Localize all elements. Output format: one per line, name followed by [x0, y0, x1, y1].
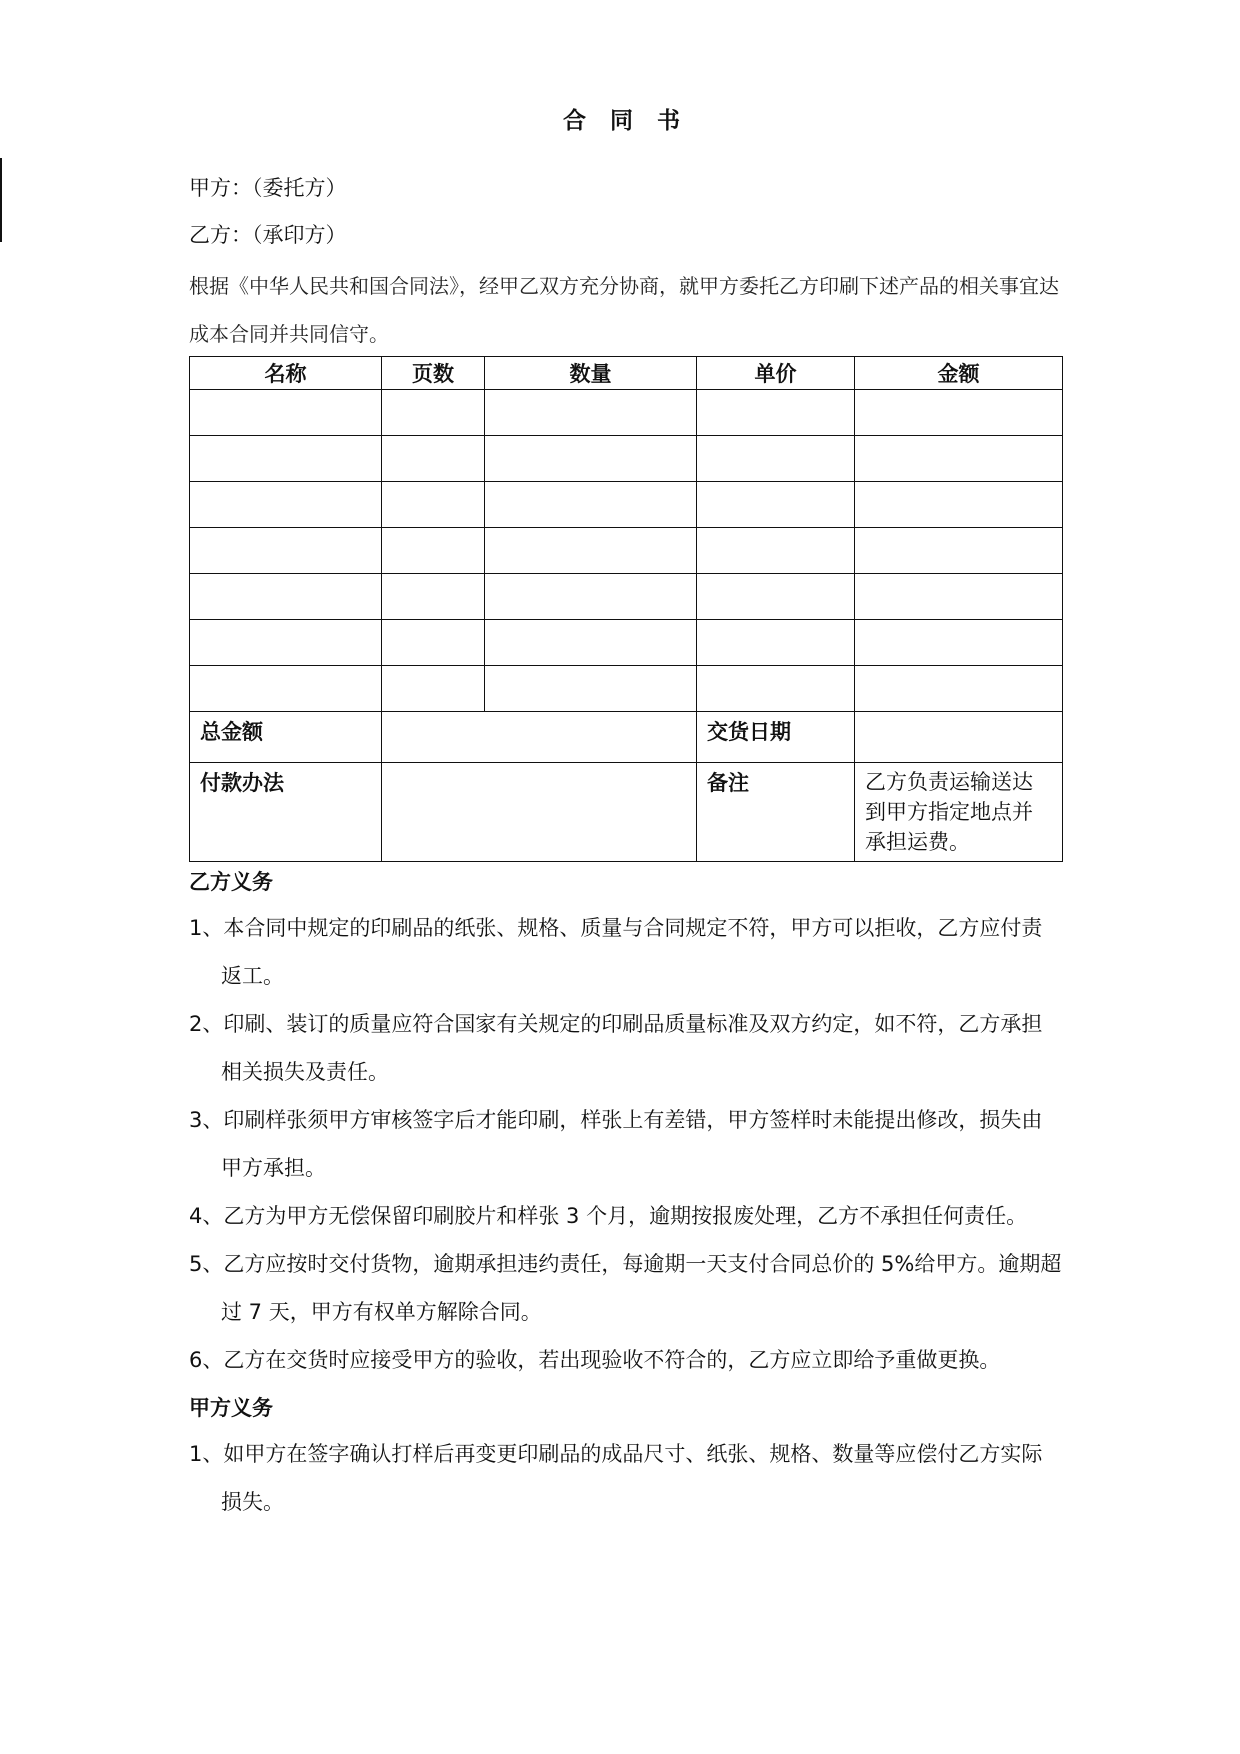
table-cell[interactable] — [697, 528, 855, 574]
party-a-duties-list — [189, 1430, 1062, 1526]
intro-paragraph: 根据《中华人民共和国合同法》，经甲乙双方充分协商，就甲方委托乙方印刷下述产品的相关事宜达成本合同并共同信守。 — [189, 274, 1059, 346]
list-item: 5、乙方应按时交付货物，逾期承担违约责任，每逾期一天支付合同总价的 5%给甲方。逾期超过 7 天，甲方有权单方解除合同。 — [189, 1252, 1062, 1324]
list-item: 1、本合同中规定的印刷品的纸张、规格、质量与合同规定不符，甲方可以拒收，乙方应付责返工。 — [189, 916, 1043, 988]
table-cell[interactable] — [855, 390, 1063, 436]
table-cell[interactable] — [190, 390, 382, 436]
table-cell[interactable] — [190, 574, 382, 620]
table-cell[interactable] — [855, 482, 1063, 528]
table-cell[interactable] — [855, 620, 1063, 666]
table-cell[interactable] — [855, 666, 1063, 712]
table-cell[interactable] — [382, 390, 485, 436]
list-item: 6、乙方在交货时应接受甲方的验收，若出现验收不符合的，乙方应立即给予重做更换。 — [189, 1348, 1001, 1372]
party-b-duties-heading: 乙方义务 — [189, 870, 273, 894]
party-b-duties-list — [189, 904, 1062, 1384]
total-row — [190, 712, 1063, 763]
payment-method-label: 付款办法 — [190, 763, 382, 862]
table-row — [190, 574, 1063, 620]
payment-row — [190, 763, 1063, 862]
table-cell[interactable] — [190, 528, 382, 574]
product-table — [189, 356, 1063, 862]
table-row — [190, 620, 1063, 666]
table-cell[interactable] — [190, 436, 382, 482]
header-name: 名称 — [190, 357, 382, 390]
table-cell[interactable] — [382, 574, 485, 620]
delivery-date-cell[interactable] — [855, 712, 1063, 763]
table-cell[interactable] — [485, 574, 697, 620]
party-b-line: 乙方：（承印方） — [189, 223, 347, 247]
list-item: 2、印刷、装订的质量应符合国家有关规定的印刷品质量标准及双方约定，如不符，乙方承担相关损失及责任。 — [189, 1012, 1043, 1084]
table-row — [190, 390, 1063, 436]
table-cell[interactable] — [485, 436, 697, 482]
table-cell[interactable] — [697, 436, 855, 482]
table-row — [190, 482, 1063, 528]
payment-method-cell[interactable] — [382, 763, 697, 862]
table-cell[interactable] — [697, 666, 855, 712]
table-cell[interactable] — [697, 390, 855, 436]
delivery-date-label: 交货日期 — [697, 712, 855, 763]
header-pages: 页数 — [382, 357, 485, 390]
remark-label: 备注 — [697, 763, 855, 862]
table-cell[interactable] — [485, 482, 697, 528]
table-cell[interactable] — [485, 666, 697, 712]
table-cell[interactable] — [382, 620, 485, 666]
table-cell[interactable] — [190, 666, 382, 712]
total-amount-label: 总金额 — [190, 712, 382, 763]
header-quantity: 数量 — [485, 357, 697, 390]
table-cell[interactable] — [485, 528, 697, 574]
party-a-line: 甲方：（委托方） — [189, 176, 347, 200]
header-amount: 金额 — [855, 357, 1063, 390]
table-cell[interactable] — [485, 620, 697, 666]
table-cell[interactable] — [485, 390, 697, 436]
document-title: 合 同 书 — [562, 108, 688, 134]
table-row — [190, 666, 1063, 712]
party-a-duties-heading: 甲方义务 — [189, 1396, 273, 1420]
table-cell[interactable] — [855, 436, 1063, 482]
table-row — [190, 528, 1063, 574]
remark-cell: 乙方负责运输送达到甲方指定地点并承担运费。 — [855, 763, 1063, 862]
list-item: 4、乙方为甲方无偿保留印刷胶片和样张 3 个月，逾期按报废处理，乙方不承担任何责任。 — [189, 1204, 1028, 1228]
table-cell[interactable] — [855, 574, 1063, 620]
table-cell[interactable] — [382, 666, 485, 712]
list-item: 3、印刷样张须甲方审核签字后才能印刷，样张上有差错，甲方签样时未能提出修改，损失由甲方承担。 — [189, 1108, 1043, 1180]
header-unit-price: 单价 — [697, 357, 855, 390]
table-row — [190, 436, 1063, 482]
total-amount-cell[interactable] — [382, 712, 697, 763]
table-cell[interactable] — [382, 482, 485, 528]
table-cell[interactable] — [855, 528, 1063, 574]
table-header-row — [190, 357, 1063, 390]
table-cell[interactable] — [697, 482, 855, 528]
table-cell[interactable] — [697, 574, 855, 620]
table-cell[interactable] — [382, 528, 485, 574]
table-cell[interactable] — [190, 482, 382, 528]
table-cell[interactable] — [190, 620, 382, 666]
text-cursor — [0, 158, 2, 242]
table-cell[interactable] — [697, 620, 855, 666]
table-cell[interactable] — [382, 436, 485, 482]
list-item: 1、如甲方在签字确认打样后再变更印刷品的成品尺寸、纸张、规格、数量等应偿付乙方实际损失。 — [189, 1442, 1043, 1514]
